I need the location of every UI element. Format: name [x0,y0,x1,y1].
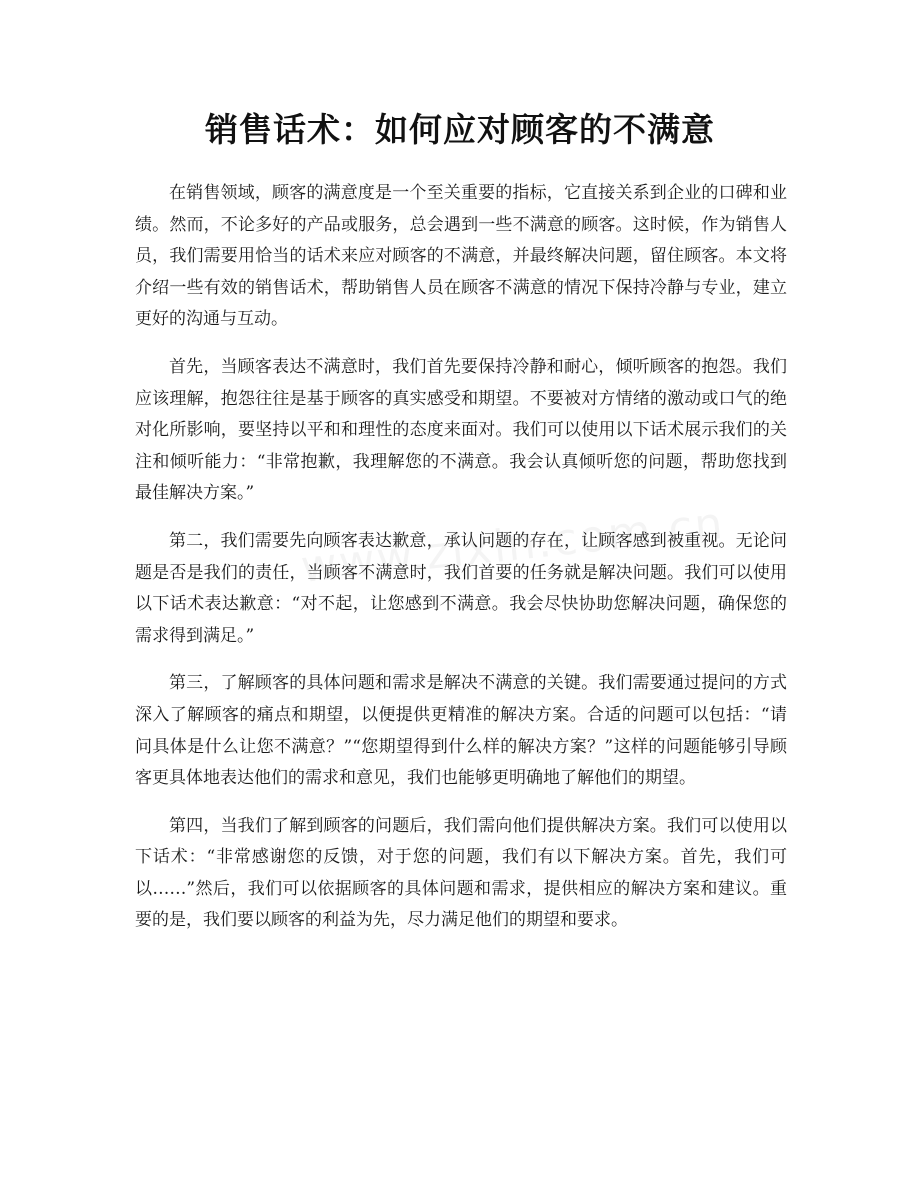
document-title: 销售话术：如何应对顾客的不满意 [205,110,715,149]
paragraph-intro: 在销售领域，顾客的满意度是一个至关重要的指标，它直接关系到企业的口碑和业绩。然而，不论多好的产品或服务，总会遇到一些不满意的顾客。这时候，作为销售人员，我们需要用恰当的话术来应对顾客的不满意，并最终解决问题，留住顾客。本文将介绍一些有效的销售话术，帮助销售人员在顾客不满意的情况下保持冷静与专业，建立更好的沟通与互动。 [135,183,787,330]
paragraph-fourth: 第四，当我们了解到顾客的问题后，我们需向他们提供解决方案。我们可以使用以下话术：“非常感谢您的反馈，对于您的问题，我们有以下解决方案。首先，我们可以……”然后，我们可以依据顾客的具体问题和需求，提供相应的解决方案和建议。重要的是，我们要以顾客的利益为先，尽力满足他们的期望和要求。 [135,815,787,931]
paragraph-third: 第三，了解顾客的具体问题和需求是解决不满意的关键。我们需要通过提问的方式深入了解顾客的痛点和期望，以便提供更精准的解决方案。合适的问题可以包括：“请问具体是什么让您不满意？”“您期望得到什么样的解决方案？”这样的问题能够引导顾客更具体地表达他们的需求和意见，我们也能够更明确地了解他们的期望。 [135,673,787,789]
paragraph-second: 第二，我们需要先向顾客表达歉意，承认问题的存在，让顾客感到被重视。无论问题是否是我们的责任，当顾客不满意时，我们首要的任务就是解决问题。我们可以使用以下话术表达歉意：“对不起，让您感到不满意。我会尽快协助您解决问题，确保您的需求得到满足。” [135,530,787,646]
document-body [135,178,787,953]
paragraph-first: 首先，当顾客表达不满意时，我们首先要保持冷静和耐心，倾听顾客的抱怨。我们应该理解，抱怨往往是基于顾客的真实感受和期望。不要被对方情绪的激动或口气的绝对化所影响，要坚持以平和和理性的态度来面对。我们可以使用以下话术展示我们的关注和倾听能力：“非常抱歉，我理解您的不满意。我会认真倾听您的问题，帮助您找到最佳解决方案。” [135,356,787,504]
